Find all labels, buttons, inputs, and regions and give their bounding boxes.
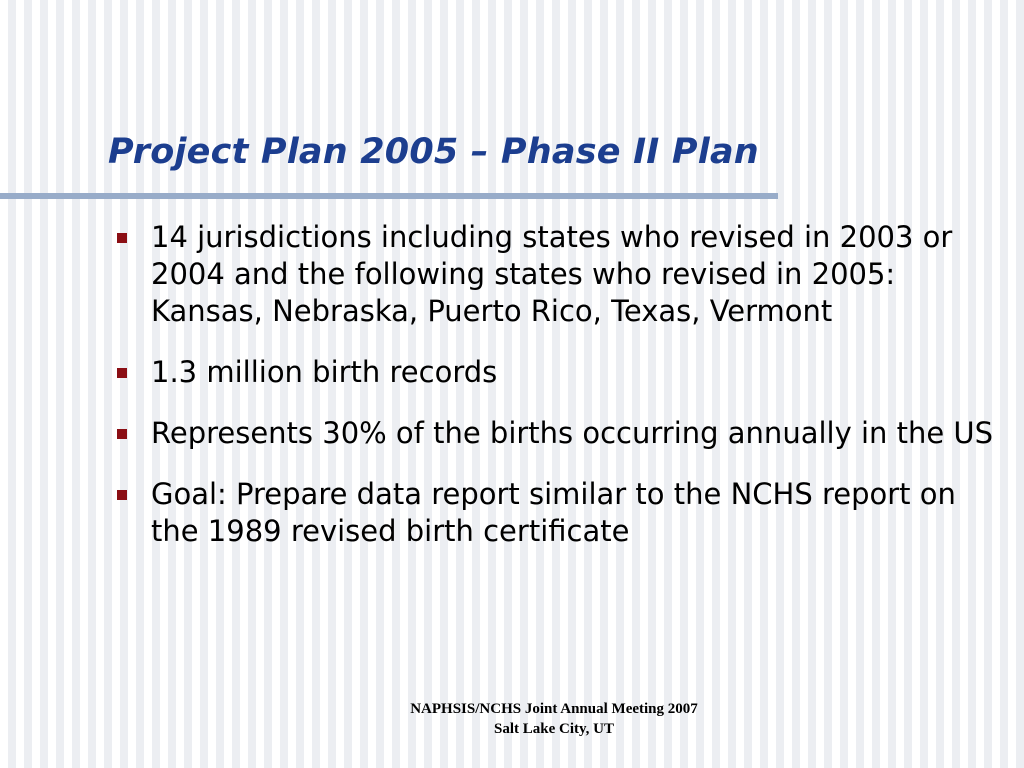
footer-meeting-name: NAPHSIS/NCHS Joint Annual Meeting 2007 (410, 701, 698, 717)
bullet-text: Represents 30% of the births occurring annually in the US (151, 416, 994, 450)
bullet-list (110, 219, 1010, 574)
square-bullet-icon (117, 429, 127, 439)
bullet-item-births-share (110, 415, 1010, 452)
bullet-item-goal (110, 476, 1010, 550)
bullet-item-jurisdictions (110, 219, 1010, 330)
square-bullet-icon (117, 490, 127, 500)
bullet-text: 1.3 million birth records (151, 355, 498, 389)
bullet-text: Goal: Prepare data report similar to the NCHS report on the 1989 revised birth certificate (151, 477, 956, 548)
square-bullet-icon (117, 233, 127, 243)
bullet-text: 14 jurisdictions including states who revised in 2003 or 2004 and the following states who revised in 2005: Kansas, Nebraska, Puerto Rico, Texas, Vermont (151, 220, 953, 328)
slide-title: Project Plan 2005 – Phase II Plan (108, 132, 759, 172)
title-underline-rule (0, 193, 778, 199)
footer-location: Salt Lake City, UT (493, 721, 614, 737)
square-bullet-icon (117, 368, 127, 378)
bullet-item-birth-records (110, 354, 1010, 391)
slide-footer (0, 699, 1024, 739)
